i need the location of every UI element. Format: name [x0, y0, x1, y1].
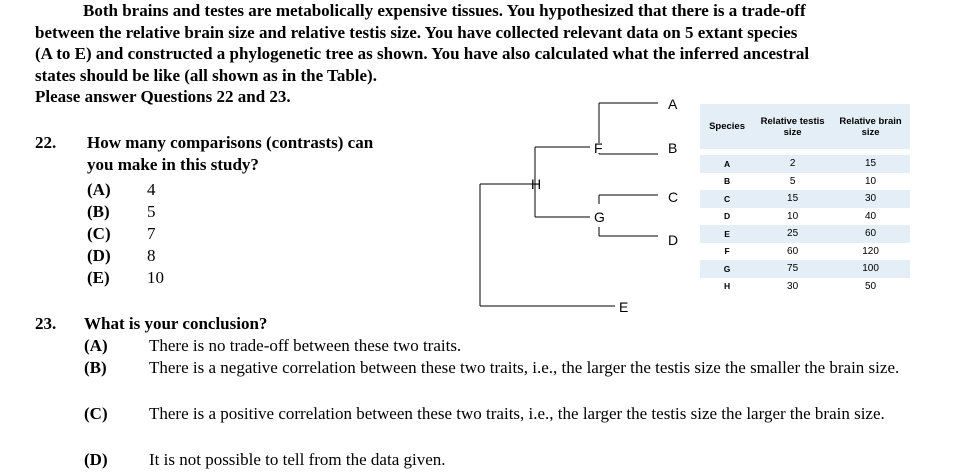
- question-number: 22.: [35, 133, 57, 152]
- table-cell: H: [723, 281, 731, 292]
- choice-value: 10: [147, 268, 164, 287]
- column-header: Relative testis size: [754, 104, 831, 152]
- intro-line: states should be like (all shown as in the Table).: [35, 65, 377, 85]
- intro-line: Both brains and testes are metabolically expensive tissues. You hypothesized that there is a trade-off: [83, 1, 806, 20]
- option-text: There is a positive correlation between these two traits, i.e., the larger the testis size the larger the brain size.: [149, 404, 885, 423]
- node-label: F: [594, 140, 603, 156]
- table-cell: 25: [754, 225, 831, 243]
- node-label: H: [531, 176, 542, 192]
- intro-line: (A to E) and constructed a phylogenetic tree as shown. You have also calculated what the inferred ancestral: [35, 44, 810, 63]
- tip-label: B: [668, 140, 678, 156]
- table-cell: 75: [754, 260, 831, 278]
- table-row: [700, 243, 910, 261]
- table-cell: 120: [862, 245, 879, 257]
- intro-line: between the relative brain size and relative testis size. You have collected relevant data on 5 extant species: [35, 22, 798, 42]
- table-row: [700, 152, 910, 173]
- table-row: [700, 278, 910, 296]
- tip-label: C: [668, 189, 679, 205]
- choice-letter: (C): [87, 224, 111, 243]
- option-letter: (B): [84, 358, 107, 377]
- table-row: [700, 173, 910, 191]
- tip-label: E: [619, 299, 629, 315]
- choice-letter: (E): [87, 268, 110, 287]
- option-letter: (D): [84, 450, 108, 469]
- table-row: [700, 190, 910, 208]
- tip-label: A: [668, 96, 678, 112]
- table-cell: 40: [865, 210, 877, 222]
- table-cell: 50: [865, 280, 877, 292]
- choice-value: 5: [147, 202, 156, 221]
- tip-label: D: [668, 232, 679, 248]
- phylogenetic-tree: [460, 95, 700, 325]
- table-cell: 2: [754, 152, 831, 173]
- table-cell: D: [723, 211, 731, 222]
- table-cell: 10: [865, 175, 877, 187]
- table-cell: A: [700, 152, 754, 173]
- choice-value: 7: [147, 224, 156, 243]
- option-text: There is no trade-off between these two traits.: [149, 336, 462, 355]
- table-cell: 100: [831, 260, 910, 278]
- table-row: [700, 208, 910, 226]
- column-header: Relative brain size: [831, 104, 910, 152]
- table-cell: 60: [831, 225, 910, 243]
- table-cell: 30: [787, 280, 799, 292]
- table-row: [700, 260, 910, 278]
- table-cell: 30: [831, 190, 910, 208]
- table-cell: 15: [754, 190, 831, 208]
- table-cell: 5: [789, 175, 796, 187]
- question-text: [87, 132, 447, 175]
- choice-value: 8: [147, 246, 156, 265]
- table-row: [700, 225, 910, 243]
- choice-letter: (A): [87, 180, 111, 199]
- column-header: Species: [700, 104, 754, 152]
- table-cell: F: [724, 246, 730, 257]
- node-label: G: [594, 209, 605, 225]
- table-cell: G: [700, 260, 754, 278]
- question-text-line: you make in this study?: [87, 154, 259, 174]
- table-header-row: [700, 104, 910, 152]
- choice-value: 4: [147, 180, 156, 199]
- data-table: [700, 104, 910, 295]
- option-text: There is a negative correlation between these two traits, i.e., the larger the testis size the smaller the brain size.: [149, 358, 900, 377]
- table-cell: 15: [831, 152, 910, 173]
- table-cell: C: [700, 190, 754, 208]
- table-cell: 60: [787, 245, 799, 257]
- option-text: It is not possible to tell from the data given.: [149, 450, 446, 469]
- table-cell: E: [700, 225, 754, 243]
- table-cell: B: [723, 176, 731, 187]
- choice-letter: (B): [87, 202, 110, 221]
- intro-line: Please answer Questions 22 and 23.: [35, 87, 291, 106]
- table-cell: 10: [787, 210, 799, 222]
- question-text: What is your conclusion?: [84, 314, 268, 333]
- option-letter: (C): [84, 404, 108, 423]
- intro-paragraph: [35, 0, 945, 108]
- question-number: 23.: [35, 314, 57, 333]
- option-letter: (A): [84, 336, 108, 355]
- question-text-line: How many comparisons (contrasts) can: [87, 133, 374, 152]
- choice-letter: (D): [87, 246, 111, 265]
